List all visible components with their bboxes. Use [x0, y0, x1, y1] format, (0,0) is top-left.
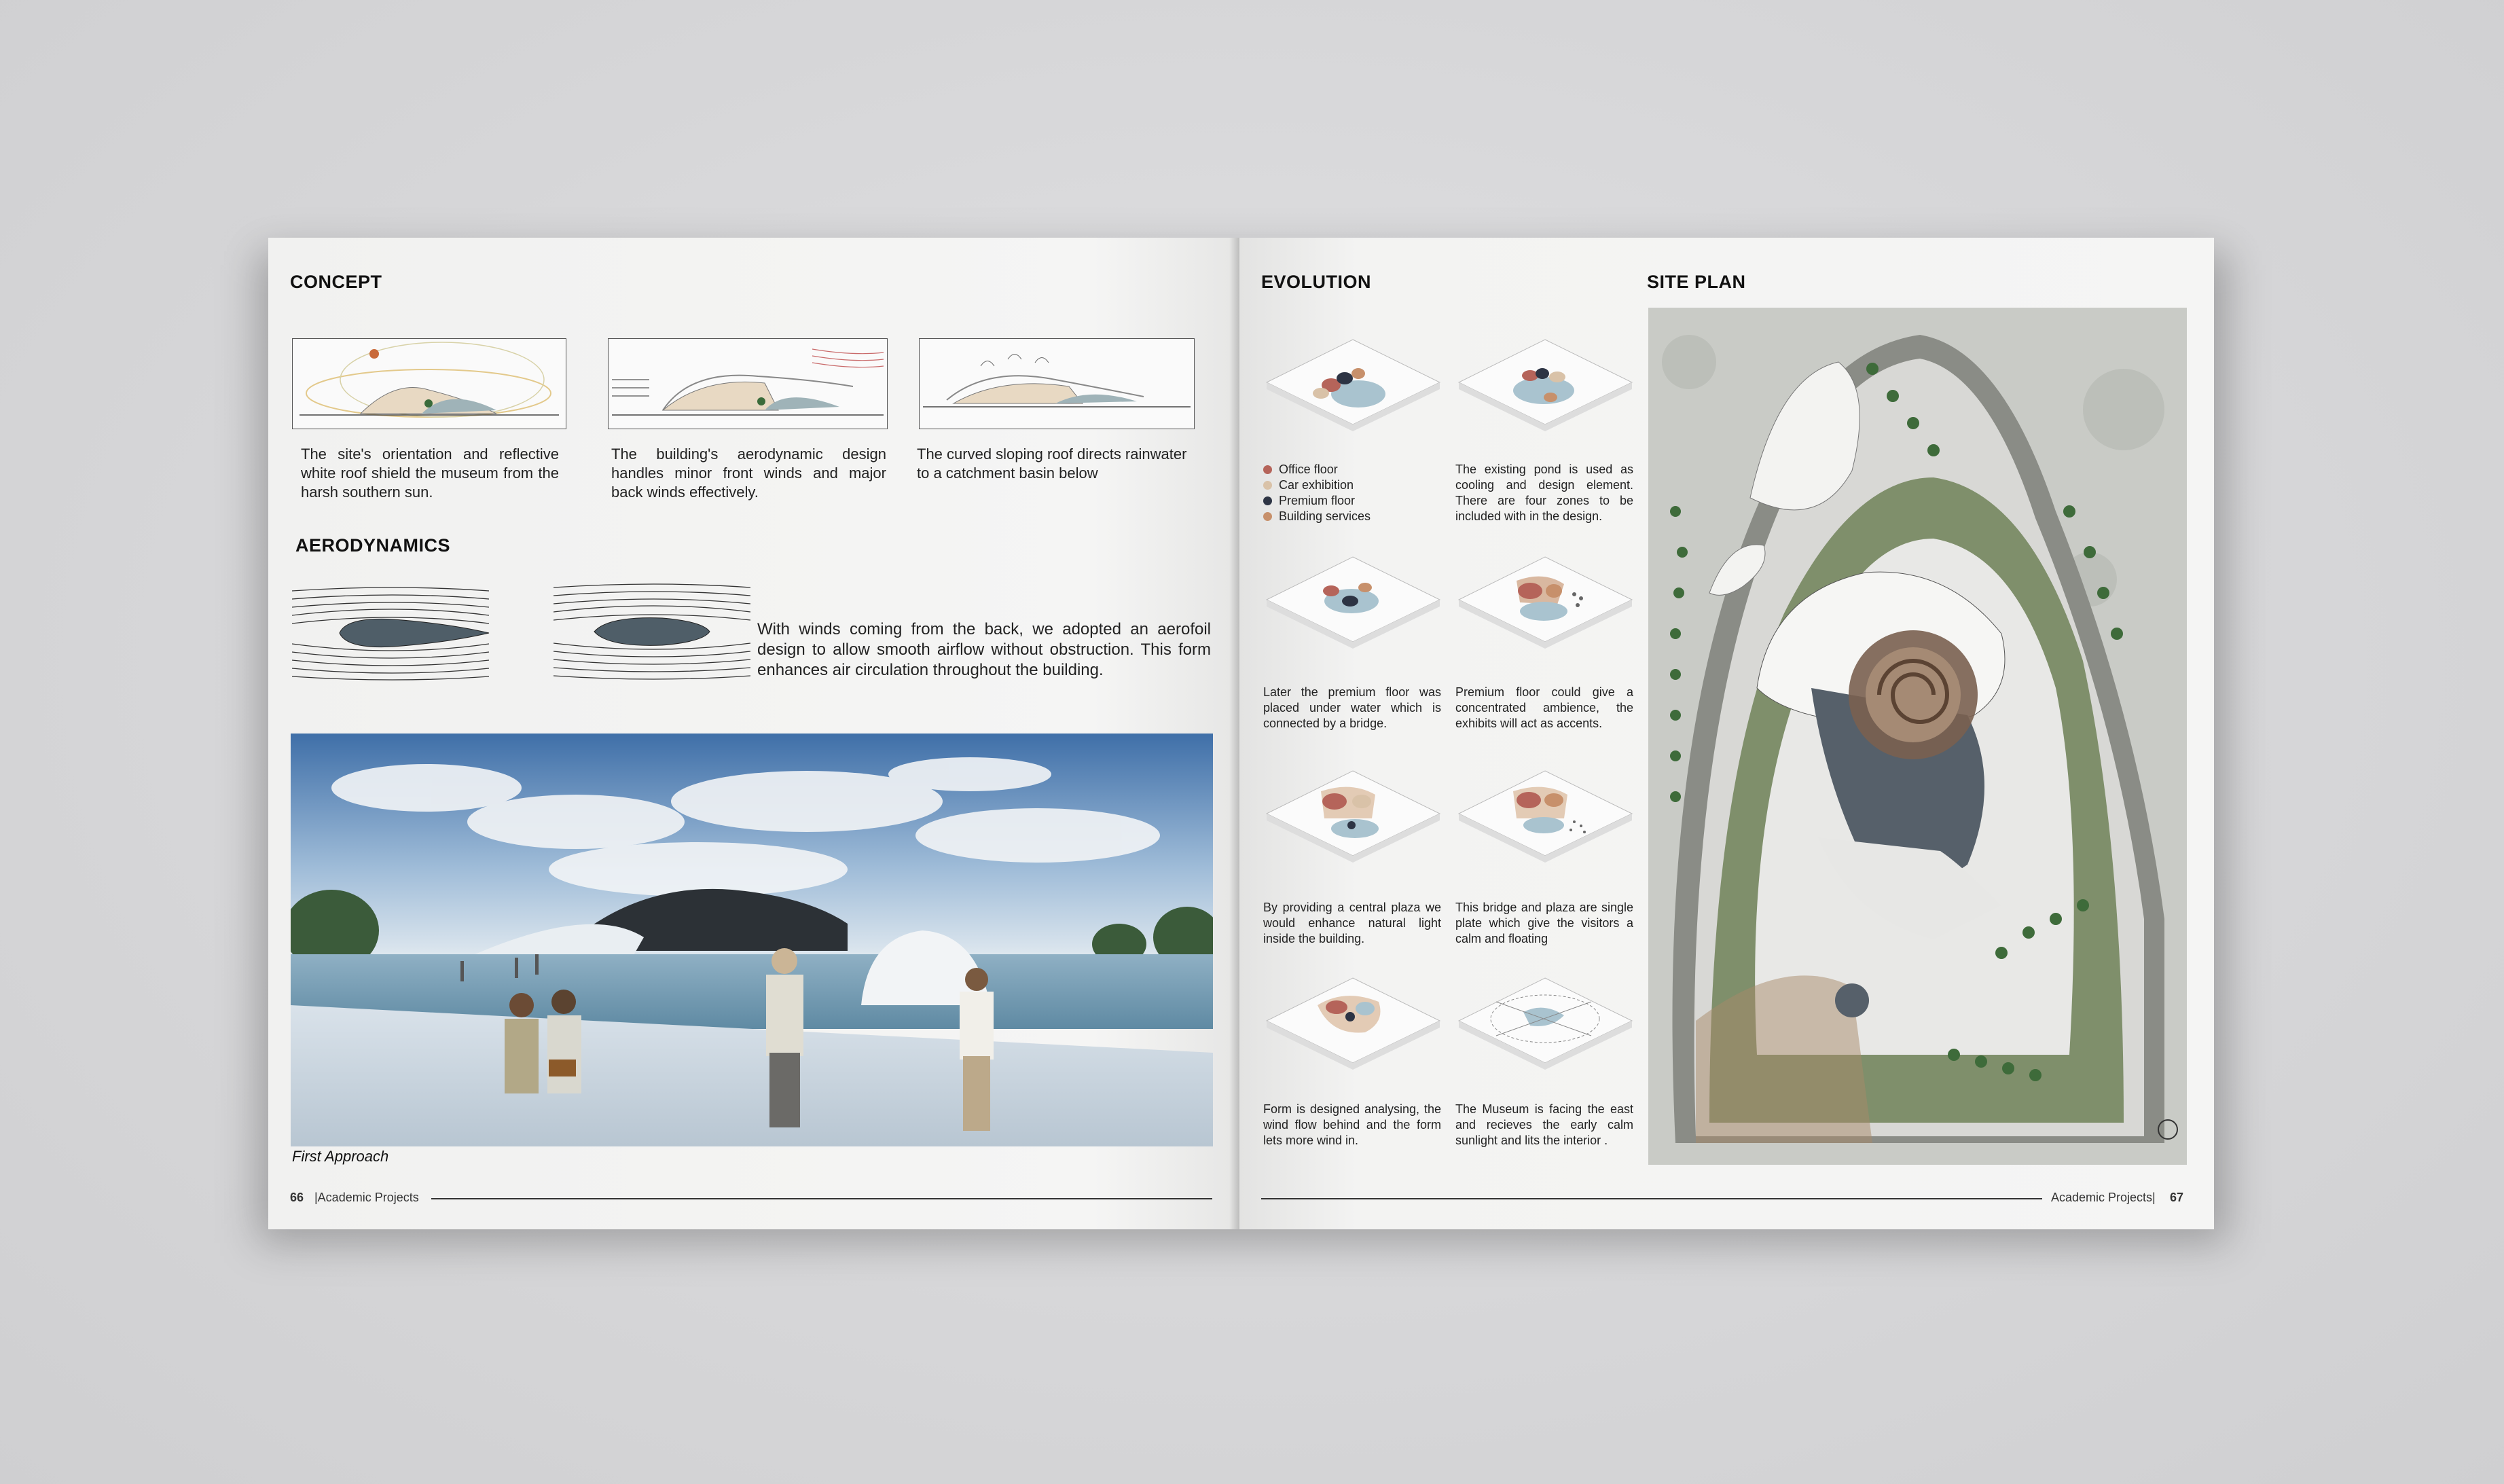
- legend-item-premium: Premium floor: [1263, 493, 1371, 509]
- concept-title: CONCEPT: [290, 272, 382, 292]
- evolution-diagram-1: [1263, 336, 1443, 441]
- render-caption: First Approach: [292, 1148, 389, 1165]
- evolution-diagram-7: [1263, 975, 1443, 1080]
- concept-diagram-sun: [292, 338, 566, 429]
- legend-dot-office: [1263, 465, 1272, 474]
- legend-item-car: Car exhibition: [1263, 477, 1371, 493]
- evolution-diagram-4: [1455, 554, 1635, 659]
- concept-diagram-rain: [919, 338, 1195, 429]
- evolution-caption-6: Form is designed analysing, the wind flow behind and the form lets more wind in.: [1263, 1102, 1441, 1147]
- evolution-diagram-2: [1455, 336, 1635, 441]
- page-number-left: 66: [290, 1191, 304, 1204]
- legend-item-services: Building services: [1263, 509, 1371, 524]
- left-page: [268, 238, 1239, 1229]
- footer-rule-right: [1261, 1198, 2042, 1199]
- legend-item-office: Office floor: [1263, 462, 1371, 477]
- site-plan-title: SITE PLAN: [1647, 272, 1746, 292]
- site-plan-image: [1648, 308, 2187, 1165]
- render-image-first-approach: [291, 734, 1213, 1146]
- evolution-caption-3: Premium floor could give a concentrated ambience, the exhibits will act as accents.: [1455, 685, 1633, 730]
- aerofoil-diagram-2: [554, 581, 757, 683]
- legend-dot-services: [1263, 512, 1272, 521]
- evolution-caption-4: By providing a central plaza we would enhance natural light inside the building.: [1263, 901, 1441, 945]
- evolution-diagram-8: [1455, 975, 1635, 1080]
- page-number-right: 67: [2170, 1191, 2184, 1204]
- concept-caption-3: The curved sloping roof directs rainwater to a catchment basin below: [917, 446, 1187, 482]
- evolution-caption-5: This bridge and plaza are single plate which give the visitors a calm and floating: [1455, 901, 1633, 945]
- legend-dot-premium: [1263, 496, 1272, 505]
- right-page: [1239, 238, 2214, 1229]
- concept-caption-1: The site's orientation and reflective white roof shield the museum from the harsh southern sun.: [301, 446, 559, 501]
- footer-label-left: |Academic Projects: [314, 1191, 419, 1204]
- evolution-legend: [1263, 462, 1371, 524]
- footer-label-right: Academic Projects|: [2051, 1191, 2156, 1204]
- aerofoil-diagram-1: [292, 584, 496, 683]
- legend-dot-car: [1263, 481, 1272, 490]
- footer-rule-left: [431, 1198, 1212, 1199]
- aerodynamics-text: With winds coming from the back, we adopted an aerofoil design to allow smooth airflow without obstruction. This form enhances air circulation throughout the building.: [757, 620, 1211, 679]
- aerodynamics-title: AERODYNAMICS: [295, 535, 451, 556]
- evolution-caption-7: The Museum is facing the east and recieves the early calm sunlight and lits the interior .: [1455, 1102, 1633, 1147]
- concept-caption-2: The building's aerodynamic design handles minor front winds and major back winds effectively.: [611, 446, 886, 501]
- evolution-title: EVOLUTION: [1261, 272, 1372, 292]
- concept-diagram-wind: [608, 338, 888, 429]
- evolution-caption-2: Later the premium floor was placed under water which is connected by a bridge.: [1263, 685, 1441, 730]
- evolution-caption-1: The existing pond is used as cooling and design element. There are four zones to be included with in the design.: [1455, 463, 1633, 523]
- evolution-diagram-6: [1455, 767, 1635, 873]
- evolution-diagram-5: [1263, 767, 1443, 873]
- evolution-diagram-3: [1263, 554, 1443, 659]
